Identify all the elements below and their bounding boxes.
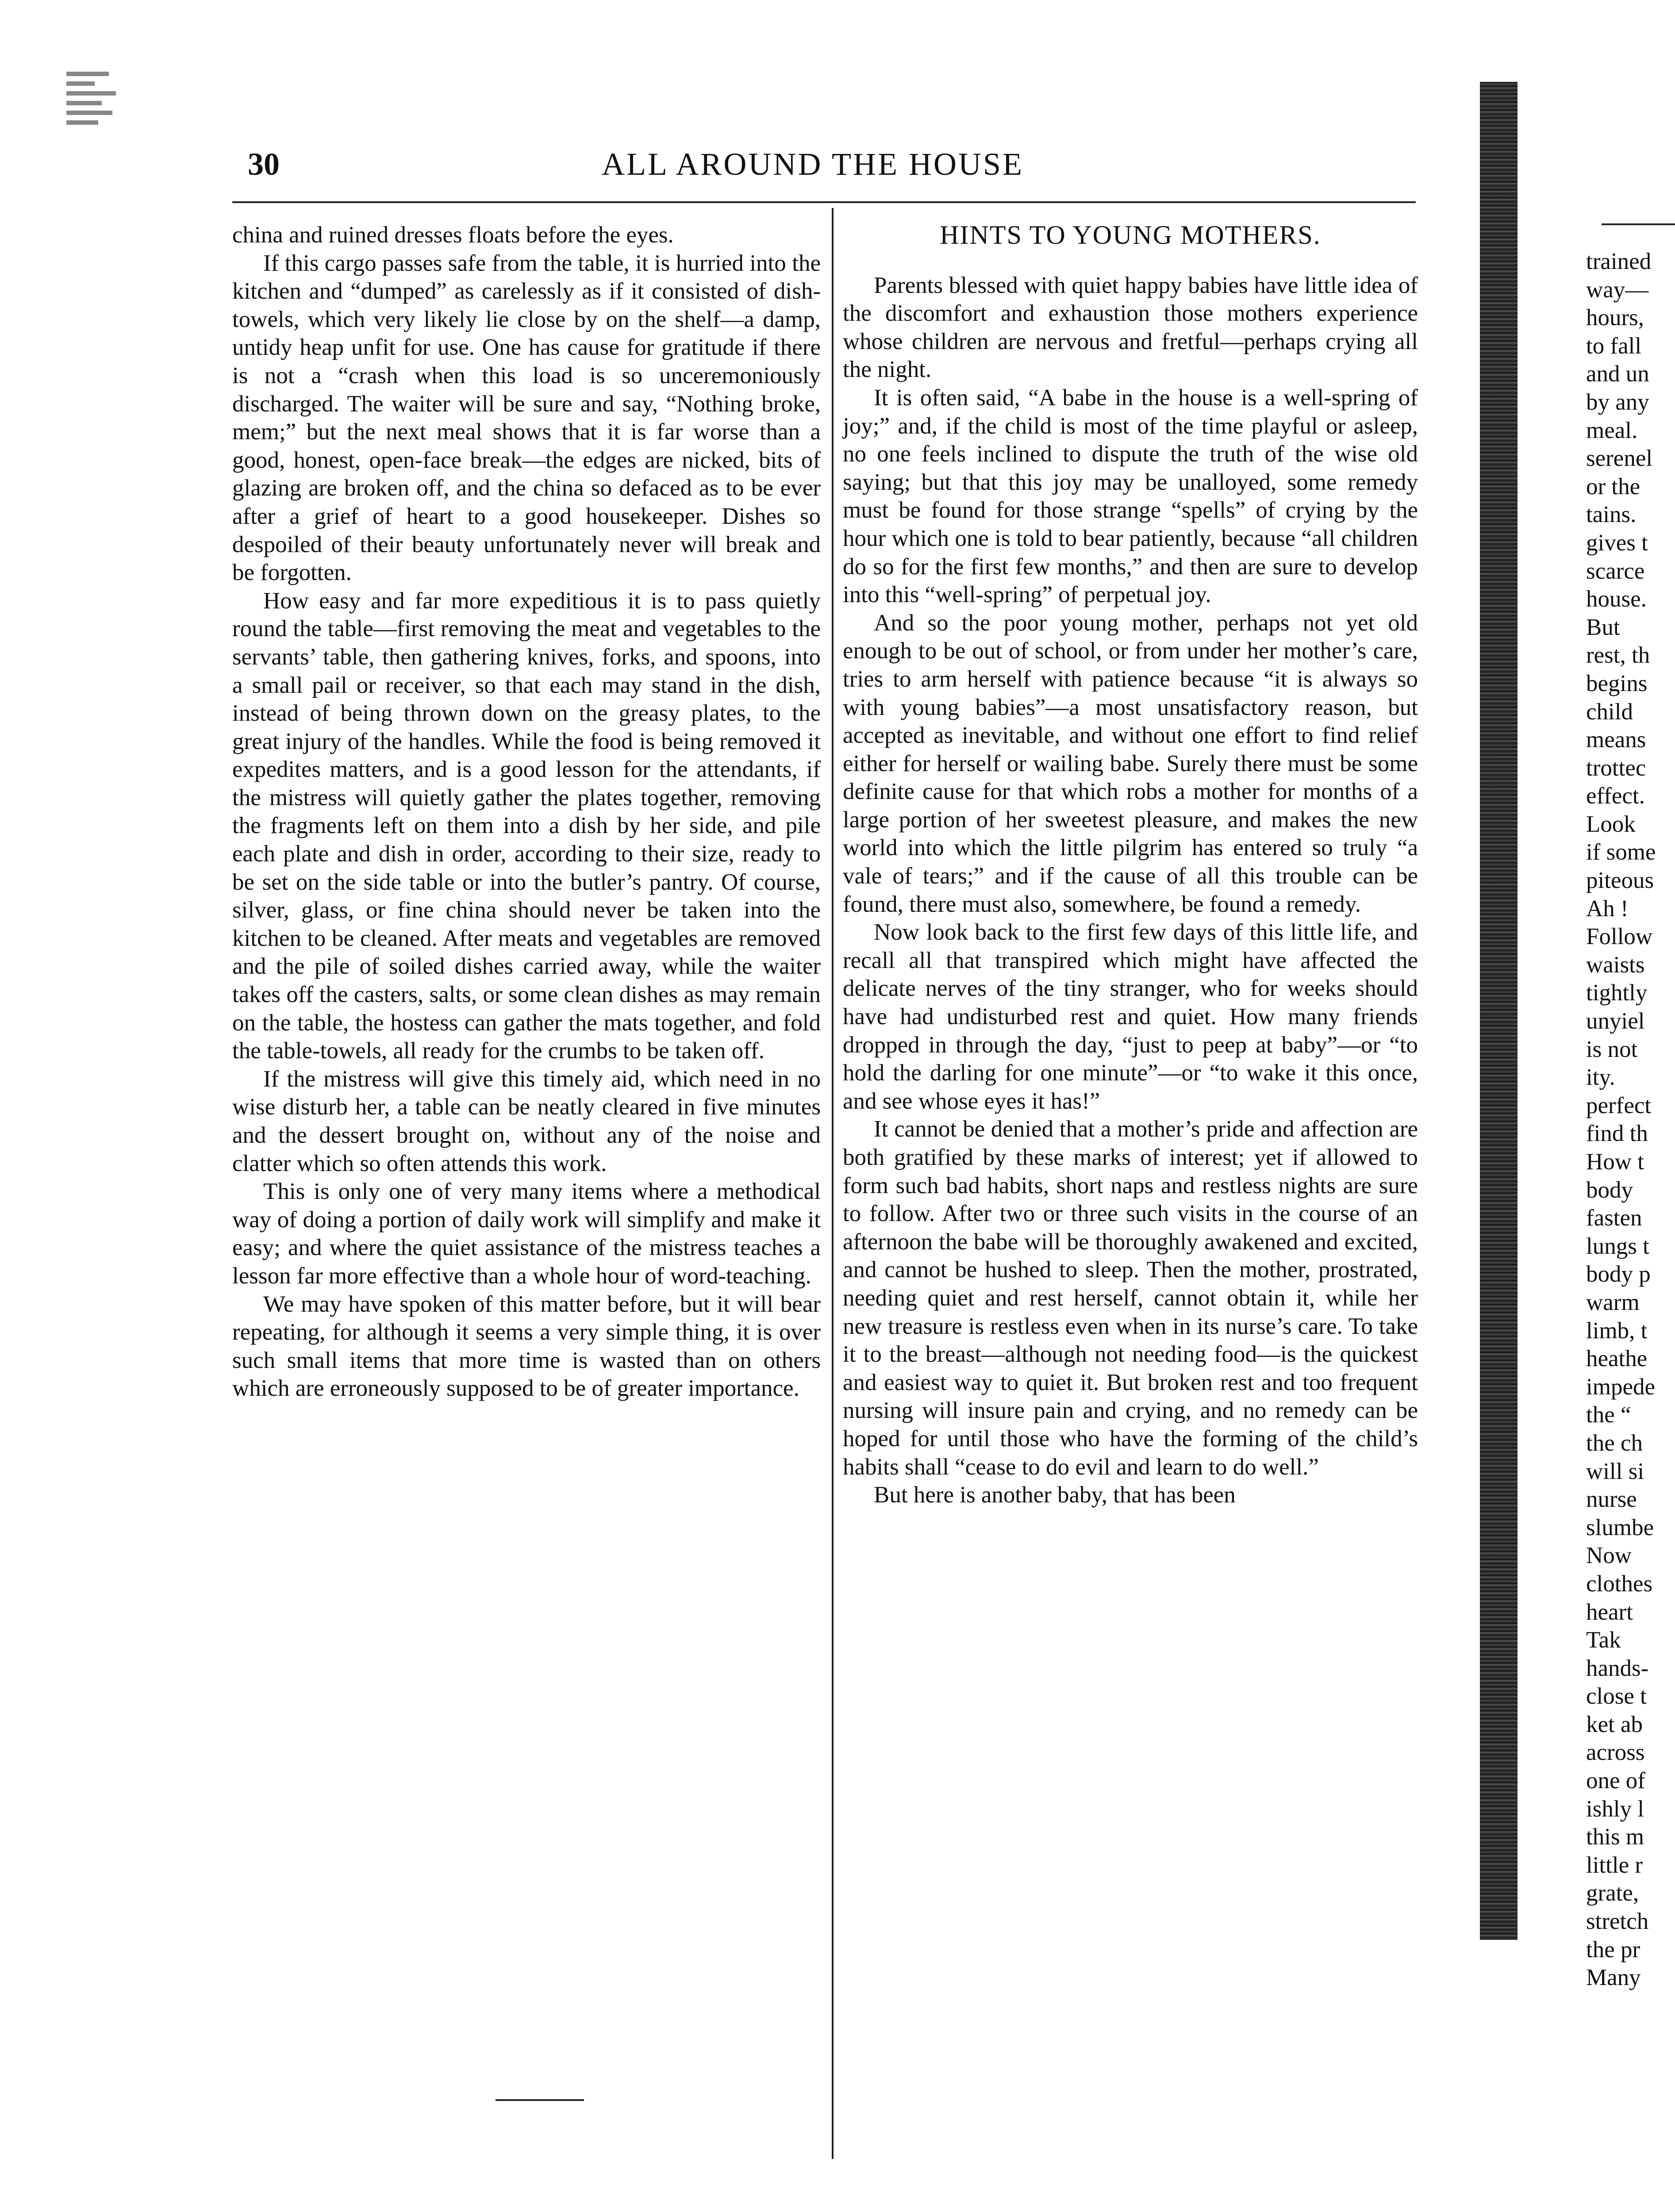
line-fragment: trottec [1586, 755, 1646, 781]
paragraph: It is often said, “A babe in the house is a well-spring of joy;” and, if the child is most of the time playful or asleep, no one feels inclined to dispute the truth of the wise old saying; but that this joy may be unalloyed, some remedy must be found for those strange “spells” of crying by the hour which one is told to bear patiently, because “all children do so for the first few months,” and then are sure to develop into this “well-spring” of perpetual joy. [843, 384, 1418, 608]
line-fragment: ket ab [1586, 1711, 1643, 1737]
paragraph: And so the poor young mother, perhaps not yet old enough to be out of school, or from under her mother’s care, tries to arm herself with patience because “it is always so with young babies”—a most unsatisfactory reason, but accepted as inevitable, and without one effort to find relief either for herself or wailing babe. Surely there must be some definite cause for that which robs a mother for months of a large portion of her sweetest pleasure, and makes the new world into which the little pilgrim has entered so truly “a vale of tears;” and if the cause of all this trouble can be found, there must also, somewhere, be found a remedy. [843, 610, 1418, 917]
running-head: ALL AROUND THE HOUSE [602, 146, 1024, 182]
paragraph: We may have spoken of this matter before, but it will bear repeating, for although it seems a very simple thing, it is over such small items that more time is wasted than on others which are erroneously supposed to be of greater importance. [232, 1291, 821, 1402]
right-page-rule [1602, 223, 1675, 225]
paragraph: If this cargo passes safe from the table, it is hurried into the kitchen and “dumped” as carelessly as if it consisted of dish-towels, which very likely lie close by on the shelf—a damp, untidy heap unfit for use. One has cause for gratitude if there is not a “crash when this load is so unceremoniously discharged. The waiter will be sure and say, “Nothing broke, mem;” but the next meal shows that it is far worse than a good, honest, open-face break—the edges are nicked, bits of glazing are broken off, and the china so defaced as to be ever after a grief of heart to a good housekeeper. Dishes so despoiled of their beauty unfortunately never will break and be forgotten. [232, 250, 821, 586]
line-fragment: ishly l [1586, 1796, 1644, 1822]
line-fragment: unyiel [1586, 1008, 1645, 1034]
line-fragment: stretch [1586, 1909, 1649, 1935]
paragraph: Parents blessed with quiet happy babies have little idea of the discomfort and exhaustion those mothers experience whose children are nervous and fretful—perhaps crying all the night. [843, 272, 1418, 383]
line-fragment: Many [1586, 1965, 1641, 1991]
line-fragment: the pr [1586, 1936, 1640, 1962]
line-fragment: But [1586, 614, 1620, 640]
line-fragment: will si [1586, 1458, 1644, 1484]
line-fragment: body [1586, 1177, 1633, 1203]
paragraph: china and ruined dresses floats before the eyes. [232, 222, 674, 248]
line-fragment: one of [1586, 1768, 1645, 1794]
line-fragment: this m [1586, 1824, 1644, 1850]
line-fragment: impede [1586, 1374, 1655, 1400]
line-fragment: fasten [1586, 1205, 1642, 1231]
line-fragment: or the [1586, 473, 1640, 499]
line-fragment: is not [1586, 1036, 1638, 1062]
line-fragment: slumbe [1586, 1514, 1654, 1540]
middle-column [843, 221, 1418, 1509]
paragraph: This is only one of very many items where a methodical way of doing a portion of daily work will simplify and make it easy; and where the quiet assistance of the mistress teaches a lesson far more effective than a whole hour of word-teaching. [232, 1179, 821, 1289]
line-fragment: warm [1586, 1289, 1640, 1315]
line-fragment: scarce [1586, 558, 1645, 584]
line-fragment: close t [1586, 1683, 1647, 1709]
line-fragment: if some [1586, 839, 1656, 865]
article-end-rule [496, 2099, 584, 2101]
line-fragment: Now [1586, 1543, 1632, 1569]
column-divider [832, 208, 834, 2159]
line-fragment: find th [1586, 1121, 1648, 1147]
line-fragment: gives t [1586, 530, 1648, 556]
line-fragment: ity. [1586, 1064, 1615, 1091]
line-fragment: meal. [1586, 417, 1638, 443]
right-column-fragments [1586, 248, 1675, 1992]
line-fragment: by any [1586, 389, 1649, 415]
line-fragment: the “ [1586, 1402, 1631, 1428]
line-fragment: hours, [1586, 305, 1644, 331]
line-fragment: house. [1586, 586, 1647, 612]
line-fragment: Tak [1586, 1627, 1621, 1653]
line-fragment: hands- [1586, 1655, 1649, 1681]
paragraph: If the mistress will give this timely aid, which need in no wise disturb her, a table can be neatly cleared in five minutes and the dessert brought on, without any of the noise and clatter which so often attends this work. [232, 1066, 821, 1176]
line-fragment: How t [1586, 1149, 1644, 1175]
line-fragment: means [1586, 727, 1646, 753]
scan-margin-marks [66, 66, 137, 168]
page-number: 30 [248, 146, 280, 182]
scan-binding-shadow [1480, 82, 1517, 1940]
line-fragment: piteous [1586, 868, 1654, 894]
line-fragment: waists [1586, 952, 1645, 978]
line-fragment: little r [1586, 1852, 1643, 1878]
line-fragment: clothes [1586, 1571, 1653, 1597]
line-fragment: lungs t [1586, 1233, 1649, 1259]
line-fragment: grate, [1586, 1880, 1639, 1906]
line-fragment: the ch [1586, 1430, 1643, 1456]
line-fragment: heart [1586, 1599, 1633, 1625]
line-fragment: Ah ! [1586, 895, 1629, 922]
line-fragment: heathe [1586, 1346, 1648, 1372]
line-fragment: serenel [1586, 445, 1653, 472]
line-fragment: limb, t [1586, 1317, 1648, 1344]
line-fragment: perfect [1586, 1092, 1652, 1118]
paragraph: Now look back to the first few days of this little life, and recall all that transpired which might have affected the delicate nerves of the tiny stranger, who for weeks should have had undisturbed rest and quiet. How many friends dropped in through the day, “just to peep at baby”—or “to hold the darling for one minute”—or “to wake it this once, and see whose eyes it has!” [843, 919, 1418, 1114]
line-fragment: Look [1586, 811, 1636, 837]
article-heading: HINTS TO YOUNG MOTHERS. [940, 220, 1321, 250]
line-fragment: effect. [1586, 783, 1645, 809]
paragraph: It cannot be denied that a mother’s pride and affection are both gratified by these marks of interest; yet if allowed to form such bad habits, short naps and restless nights are sure to follow. After two or three such visits in the course of an afternoon the babe will be thoroughly awakened and excited, and cannot be hushed to sleep. Then the mother, prostrated, needing quiet and rest herself, cannot obtain it, while her new treasure is restless even when in its nurse’s care. To take it to the breast—although not needing food—is the quickest and easiest way to quiet it. But broken rest and too frequent nursing will insure pain and crying, and no remedy can be hoped for until those who have the forming of the child’s habits shall “cease to do evil and learn to do well.” [843, 1116, 1418, 1480]
line-fragment: tightly [1586, 980, 1648, 1006]
line-fragment: tains. [1586, 502, 1637, 528]
line-fragment: to fall [1586, 333, 1642, 359]
left-column [232, 221, 821, 1403]
line-fragment: trained [1586, 249, 1652, 274]
line-fragment: and un [1586, 361, 1649, 387]
line-fragment: across [1586, 1740, 1645, 1766]
line-fragment: child [1586, 699, 1633, 725]
line-fragment: nurse [1586, 1486, 1637, 1513]
paragraph: But here is another baby, that has been [874, 1482, 1236, 1508]
line-fragment: begins [1586, 670, 1648, 696]
line-fragment: rest, th [1586, 642, 1650, 668]
line-fragment: Follow [1586, 924, 1653, 950]
header-rule [232, 201, 1416, 203]
line-fragment: body p [1586, 1261, 1651, 1287]
line-fragment: way— [1586, 276, 1649, 303]
paragraph: How easy and far more expeditious it is to pass quietly round the table—first removing the meat and vegetables to the servants’ table, then gathering knives, forks, and spoons, into a small pail or receiver, so that each may stand in the dish, instead of being thrown down on the greasy plates, to the great injury of the handles. While the food is being removed it expedites matters, and is a good lesson for the attendants, if the mistress will quietly gather the plates together, removing the fragments left on them into a dish by her side, and pile each plate and dish in order, according to their size, ready to be set on the side table or into the butler’s pantry. Of course, silver, glass, or fine china should never be taken into the kitchen to be cleaned. After meats and vegetables are removed and the pile of soiled dishes carried away, while the waiter takes off the casters, salts, or some clean dishes as may remain on the table, the hostess can gather the mats together, and fold the table-towels, all ready for the crumbs to be taken off. [232, 588, 821, 1064]
